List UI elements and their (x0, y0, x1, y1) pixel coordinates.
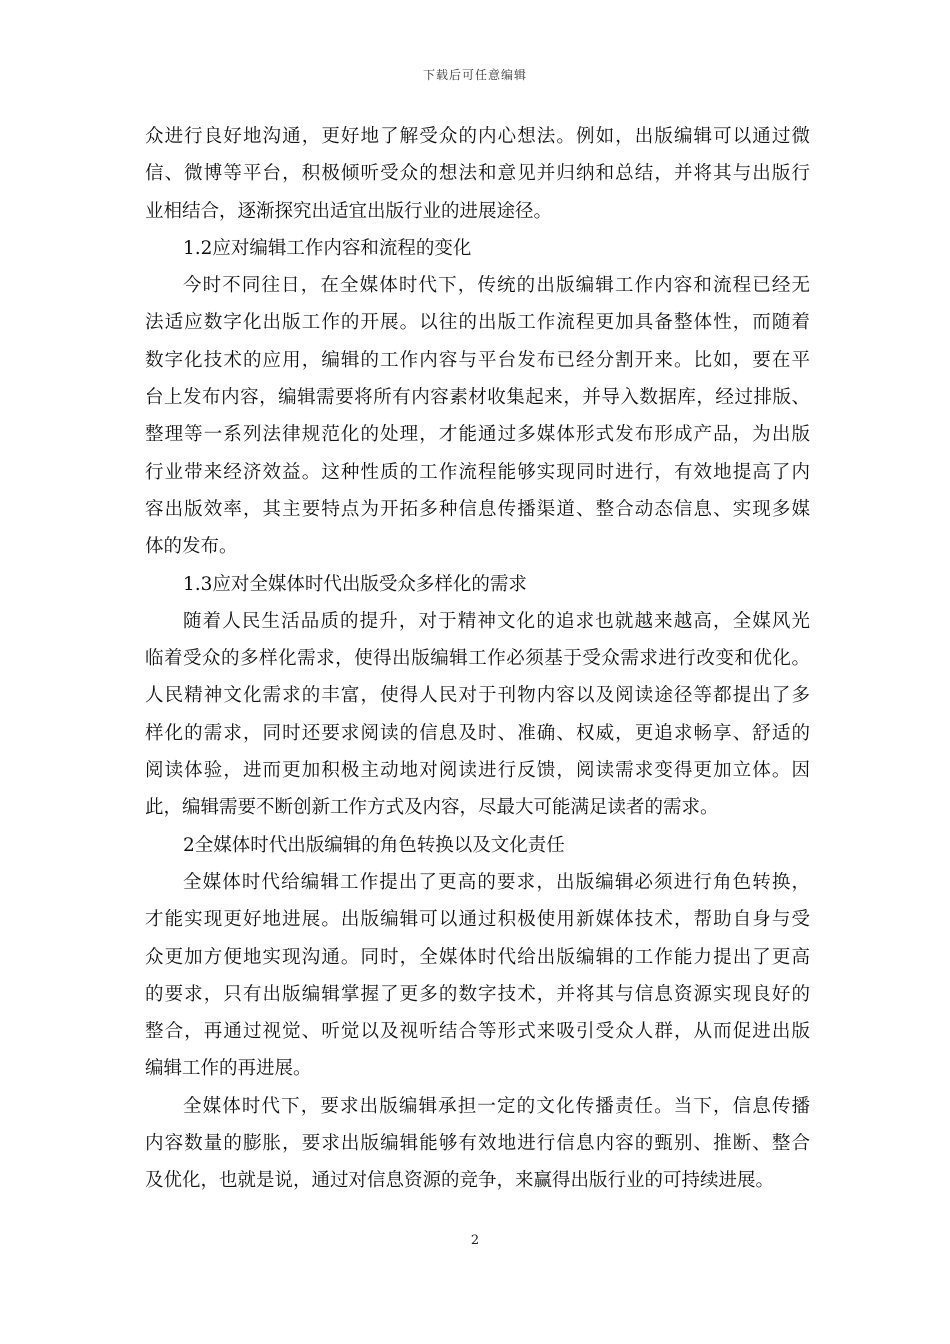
section-heading: 1.2应对编辑工作内容和流程的变化 (183, 237, 472, 259)
text-line: 编辑工作的再进展。 (145, 1058, 312, 1080)
text-line: 整合，再通过视觉、听觉以及视听结合等形式来吸引受众人群，从而促进出版 (145, 1021, 810, 1043)
text-line: 行业带来经济效益。这种性质的工作流程能够实现同时进行，有效地提高了内 (145, 461, 810, 483)
text-line: 众进行良好地沟通，更好地了解受众的内心想法。例如，出版编辑可以通过微 (145, 126, 810, 147)
text-line: 信、微博等平台，积极倾听受众的想法和意见并归纳和总结，并将其与出版行 (145, 163, 810, 185)
section-heading: 1.3应对全媒体时代出版受众多样化的需求 (183, 573, 527, 595)
section-heading: 2全媒体时代出版编辑的角色转换以及文化责任 (183, 834, 565, 856)
body-text (145, 118, 810, 1200)
text-line: 数字化技术的应用，编辑的工作内容与平台发布已经分割开来。比如，要在平 (145, 349, 810, 371)
text-line: 人民精神文化需求的丰富，使得人民对于刊物内容以及阅读途径等都提出了多 (145, 685, 810, 707)
text-line: 的要求，只有出版编辑掌握了更多的数字技术，并将其与信息资源实现良好的 (145, 983, 810, 1005)
text-line: 全媒体时代给编辑工作提出了更高的要求，出版编辑必须进行角色转换， (183, 871, 810, 893)
text-line: 业相结合，逐渐探究出适宜出版行业的进展途径。 (145, 200, 553, 222)
text-line: 今时不同往日，在全媒体时代下，传统的出版编辑工作内容和流程已经无 (183, 275, 810, 297)
text-line: 随着人民生活品质的提升，对于精神文化的追求也就越来越高，全媒风光 (183, 610, 810, 632)
text-line: 样化的需求，同时还要求阅读的信息及时、准确、权威，更追求畅享、舒适的 (145, 722, 810, 744)
text-line: 台上发布内容，编辑需要将所有内容素材收集起来，并导入数据库，经过排版、 (145, 387, 810, 409)
text-line: 整理等一系列法律规范化的处理，才能通过多媒体形式发布形成产品，为出版 (145, 424, 810, 446)
page-header: 下载后可任意编辑 (422, 68, 527, 82)
text-line: 阅读体验，进而更加积极主动地对阅读进行反馈，阅读需求变得更加立体。因 (145, 760, 810, 782)
text-line: 此，编辑需要不断创新工作方式及内容，尽最大可能满足读者的需求。 (145, 797, 719, 819)
text-line: 众更加方便地实现沟通。同时，全媒体时代给出版编辑的工作能力提出了更高 (145, 946, 810, 968)
text-line: 及优化，也就是说，通过对信息资源的竞争，来赢得出版行业的可持续进展。 (145, 1170, 775, 1192)
text-line: 法适应数字化出版工作的开展。以往的出版工作流程更加具备整体性，而随着 (145, 312, 810, 334)
page-number: 2 (470, 1233, 480, 1248)
text-line: 全媒体时代下，要求出版编辑承担一定的文化传播责任。当下，信息传播 (183, 1095, 810, 1117)
text-line: 临着受众的多样化需求，使得出版编辑工作必须基于受众需求进行改变和优化。 (145, 648, 810, 670)
text-line: 体的发布。 (145, 536, 238, 558)
text-line: 内容数量的膨胀，要求出版编辑能够有效地进行信息内容的甄别、推断、整合 (145, 1133, 810, 1155)
text-line: 容出版效率，其主要特点为开拓多种信息传播渠道、整合动态信息、实现多媒 (145, 498, 810, 520)
text-line: 才能实现更好地进展。出版编辑可以通过积极使用新媒体技术，帮助自身与受 (145, 909, 810, 931)
